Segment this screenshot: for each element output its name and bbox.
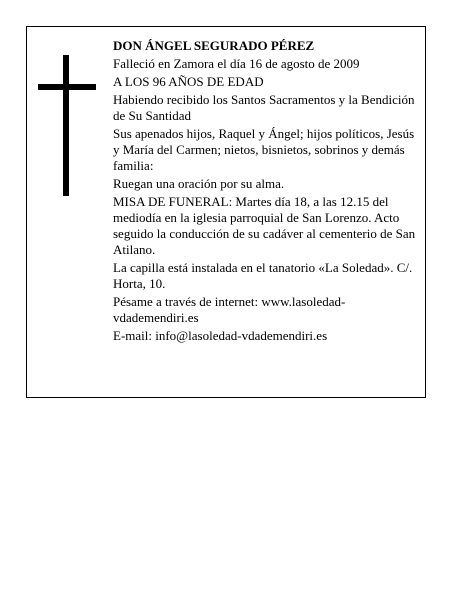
funeral-line: MISA DE FUNERAL: Martes día 18, a las 12.15 del mediodía en la iglesia parroquial de San Lorenzo. Acto seguido la conducción de su cadáver al cementerio de San Atilano. <box>113 194 416 257</box>
email-line: E-mail: info@lasoledad-vdademendiri.es <box>113 328 328 343</box>
condolence-line: Pésame a través de internet: www.lasoledad-vdademendiri.es <box>113 294 346 325</box>
cross-icon-bar <box>38 84 96 90</box>
death-date-line: Falleció en Zamora el día 16 de agosto de 2009 <box>113 56 360 71</box>
sacraments-line: Habiendo recibido los Santos Sacramentos y la Bendición de Su Santidad <box>113 92 415 123</box>
deceased-name: DON ÁNGEL SEGURADO PÉREZ <box>113 38 315 53</box>
family-line: Sus apenados hijos, Raquel y Ángel; hijos políticos, Jesús y María del Carmen; nietos, bisnietos, sobrinos y demás familia: <box>113 126 415 173</box>
age-line: A LOS 96 AÑOS DE EDAD <box>113 74 264 89</box>
cross-icon <box>63 55 69 196</box>
prayer-line: Ruegan una oración por su alma. <box>113 176 285 191</box>
chapel-line: La capilla está instalada en el tanatorio «La Soledad». C/. Horta, 10. <box>113 260 413 291</box>
obituary-text <box>113 38 419 346</box>
